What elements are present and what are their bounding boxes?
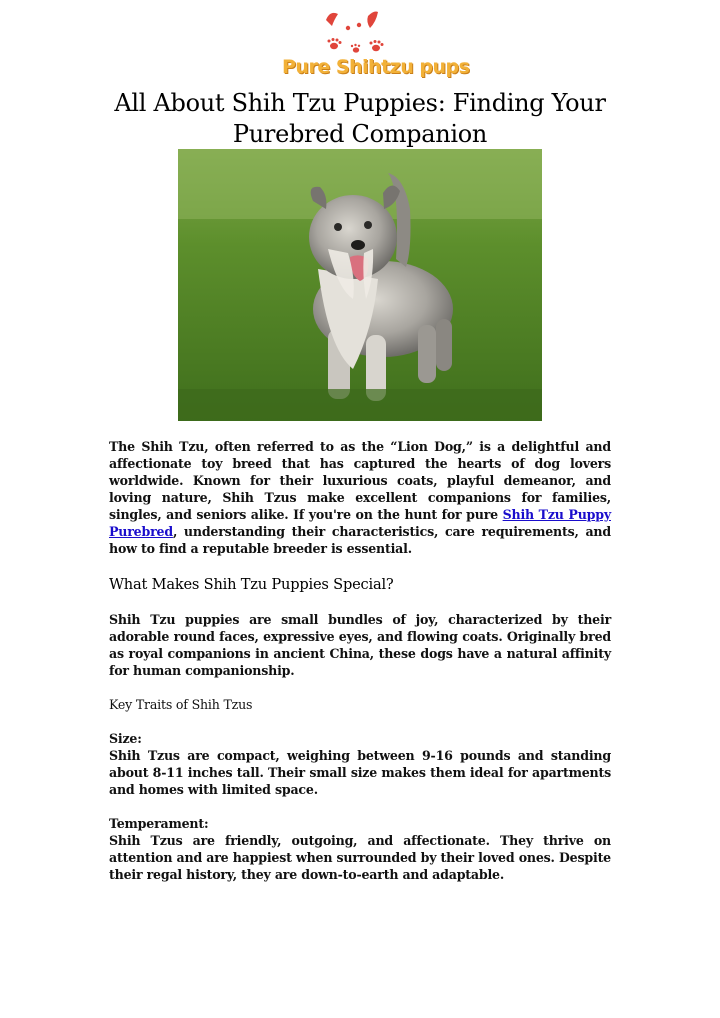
section-heading: What Makes Shih Tzu Puppies Special?: [109, 576, 394, 593]
section-paragraph: Shih Tzu puppies are small bundles of joy, characterized by their adorable round faces, expressive eyes, and flowing coats. Originally bred as royal companions in ancient China, these dogs have a natural affinity for human companionship.: [109, 612, 611, 678]
paw-bone-logo-icon: [282, 8, 442, 58]
intro-paragraph: [109, 438, 611, 557]
traits-heading: Key Traits of Shih Tzus: [109, 697, 253, 712]
shih-tzu-puppy-purebred-link[interactable]: Shih Tzu Puppy Purebred: [109, 507, 611, 539]
temperament-label: Temperament:: [109, 816, 209, 831]
size-paragraph: Shih Tzus are compact, weighing between 9-16 pounds and standing about 8-11 inches tall. Their small size makes them ideal for apartments and homes with limited space.: [109, 748, 611, 797]
page-title: All About Shih Tzu Puppies: Finding Your Purebred Companion: [114, 89, 606, 148]
logo-text: Pure Shihtzu pups: [282, 56, 470, 78]
site-logo[interactable]: [282, 8, 470, 80]
intro-text-start: The Shih Tzu, often referred to as the “Lion Dog,” is a delightful and affectionate toy breed that has captured the hearts of dog lovers worldwide. Known for their luxurious coats, playful demeanor, and loving nature, Shih Tzus make excellent companions for families, singles, and seniors alike. If you're on the hunt for pure: [109, 439, 611, 522]
intro-text-end: , understanding their characteristics, care requirements, and how to find a reputable breeder is essential.: [109, 524, 611, 556]
dog-photo: [178, 149, 542, 421]
article-body: [109, 438, 611, 883]
dog-photo-icon: [178, 149, 542, 421]
temperament-paragraph: Shih Tzus are friendly, outgoing, and affectionate. They thrive on attention and are happiest when surrounded by their loved ones. Despite their regal history, they are down-to-earth and adaptable.: [109, 833, 611, 882]
size-label: Size:: [109, 731, 142, 746]
